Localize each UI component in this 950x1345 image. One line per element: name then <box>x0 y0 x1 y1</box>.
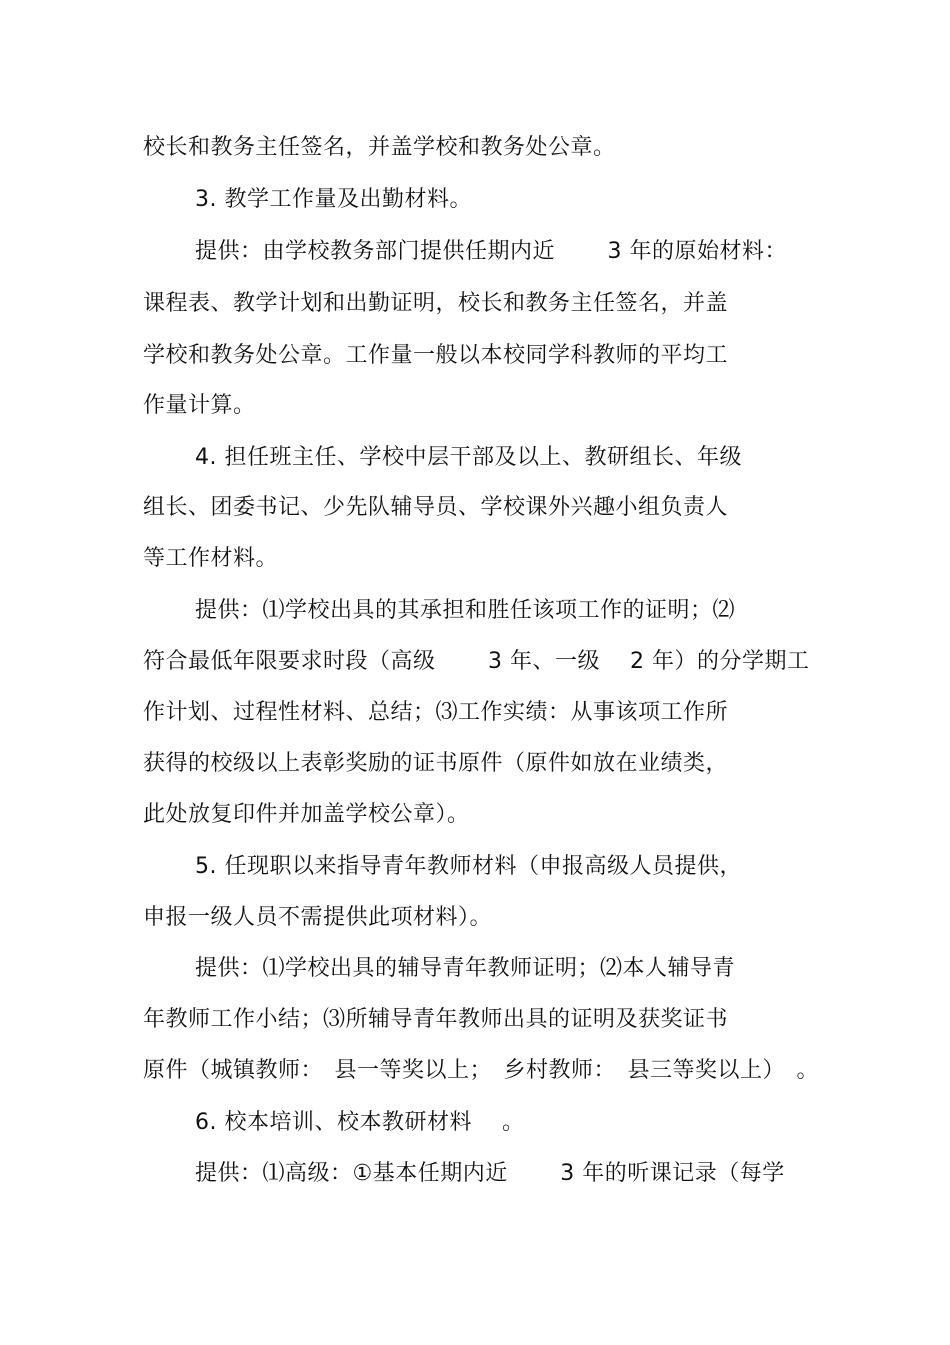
text-line-5: 学校和教务处公章。工作量一般以本校同学科教师的平均工 <box>143 343 729 368</box>
text-line-11: 符合最低年限要求时段（高级 3 年、一级 2 年）的分学期工 <box>143 649 810 674</box>
text-line-10: 提供：⑴学校出具的其承担和胜任该项工作的证明；⑵ <box>195 598 736 623</box>
text-line-13: 获得的校级以上表彰奖励的证书原件（原件如放在业绩类， <box>143 751 729 776</box>
text-line-6: 作量计算。 <box>143 393 256 418</box>
text-line-18: 年教师工作小结；⑶所辅导青年教师出具的证明及获奖证书 <box>143 1007 729 1032</box>
text-line-17: 提供：⑴学校出具的辅导青年教师证明；⑵本人辅导青 <box>195 956 736 981</box>
text-line-21: 提供：⑴高级：①基本任期内近 3 年的听课记录（每学 <box>195 1161 785 1186</box>
text-line-19: 原件（城镇教师： 县一等奖以上； 乡村教师： 县三等奖以上） 。 <box>143 1058 820 1083</box>
section-heading-6: 6. 校本培训、校本教研材料 。 <box>195 1110 525 1135</box>
text-line-3: 提供：由学校教务部门提供任期内近 3 年的原始材料： <box>195 239 787 264</box>
text-line-4: 课程表、教学计划和出勤证明，校长和教务主任签名，并盖 <box>143 291 729 316</box>
section-heading-3: 3. 教学工作量及出勤材料。 <box>195 187 472 212</box>
text-line-12: 作计划、过程性材料、总结；⑶工作实绩：从事该项工作所 <box>143 700 729 725</box>
text-line-8: 组长、团委书记、少先队辅导员、学校课外兴趣小组负责人 <box>143 495 729 520</box>
text-line-1: 校长和教务主任签名，并盖学校和教务处公章。 <box>143 135 616 160</box>
section-heading-5: 5. 任现职以来指导青年教师材料（申报高级人员提供， <box>195 854 742 879</box>
text-line-14: 此处放复印件并加盖学校公章）。 <box>143 802 470 827</box>
section-heading-4: 4. 担任班主任、学校中层干部及以上、教研组长、年级 <box>195 445 742 470</box>
text-line-9: 等工作材料。 <box>143 546 279 571</box>
text-line-16: 申报一级人员不需提供此项材料）。 <box>143 905 493 930</box>
